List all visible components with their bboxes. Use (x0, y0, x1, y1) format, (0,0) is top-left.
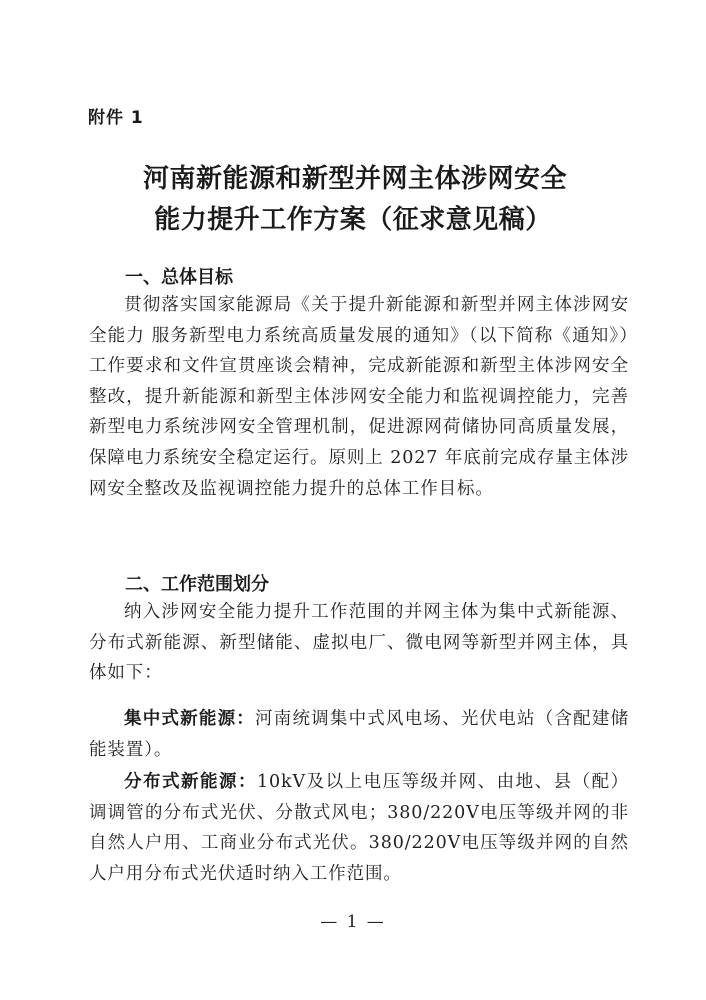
paragraph-text: 贯彻落实国家能源局《关于提升新能源和新型并网主体涉网安全能力 服务新型电力系统高质量发展的通知》（以下简称《通知》）工作要求和文件宣贯座谈会精神，完成新能源和新型主体涉网安全整改，提升新能源和新型主体涉网安全能力和监视调控能力，完善新型电力系统涉网安全管理机制，促进源网荷储协同高质量发展，保障电力系统安全稳定运行。原则上 2027 年底前完成存量主体涉网安全整改及监视调控能力提升的总体工作目标。 (89, 295, 629, 499)
paragraph-scope-intro (89, 597, 629, 689)
paragraph-text: 河南统调集中式风电场、光伏电站（含配建储能装置）。 (89, 709, 629, 760)
paragraph-lead: 集中式新能源： (124, 709, 256, 729)
attachment-label: 附件 1 (88, 108, 144, 128)
paragraph-lead: 分布式新能源： (124, 772, 257, 792)
paragraph-text: 10kV及以上电压等级并网、由地、县（配）调调管的分布式光伏、分散式风电；380/220V电压等级并网的非自然人户用、工商业分布式光伏。380/220V电压等级并网的自然人户用分布式光伏适时纳入工作范围。 (89, 772, 629, 884)
document-title-line-1: 河南新能源和新型并网主体涉网安全 (142, 164, 567, 194)
paragraph-centralized-renewables (89, 704, 629, 765)
document-title-line-2: 能力提升工作方案（征求意见稿） (154, 205, 552, 235)
paragraph-text: 纳入涉网安全能力提升工作范围的并网主体为集中式新能源、分布式新能源、新型储能、虚拟电厂、微电网等新型并网主体，具体如下： (89, 602, 629, 684)
paragraph-distributed-renewables (89, 767, 629, 889)
section-heading-overall-goal: 一、总体目标 (125, 267, 233, 288)
page-number: — 1 — (320, 912, 386, 932)
paragraph-overall-goal (89, 290, 629, 504)
section-heading-scope: 二、工作范围划分 (125, 574, 269, 595)
